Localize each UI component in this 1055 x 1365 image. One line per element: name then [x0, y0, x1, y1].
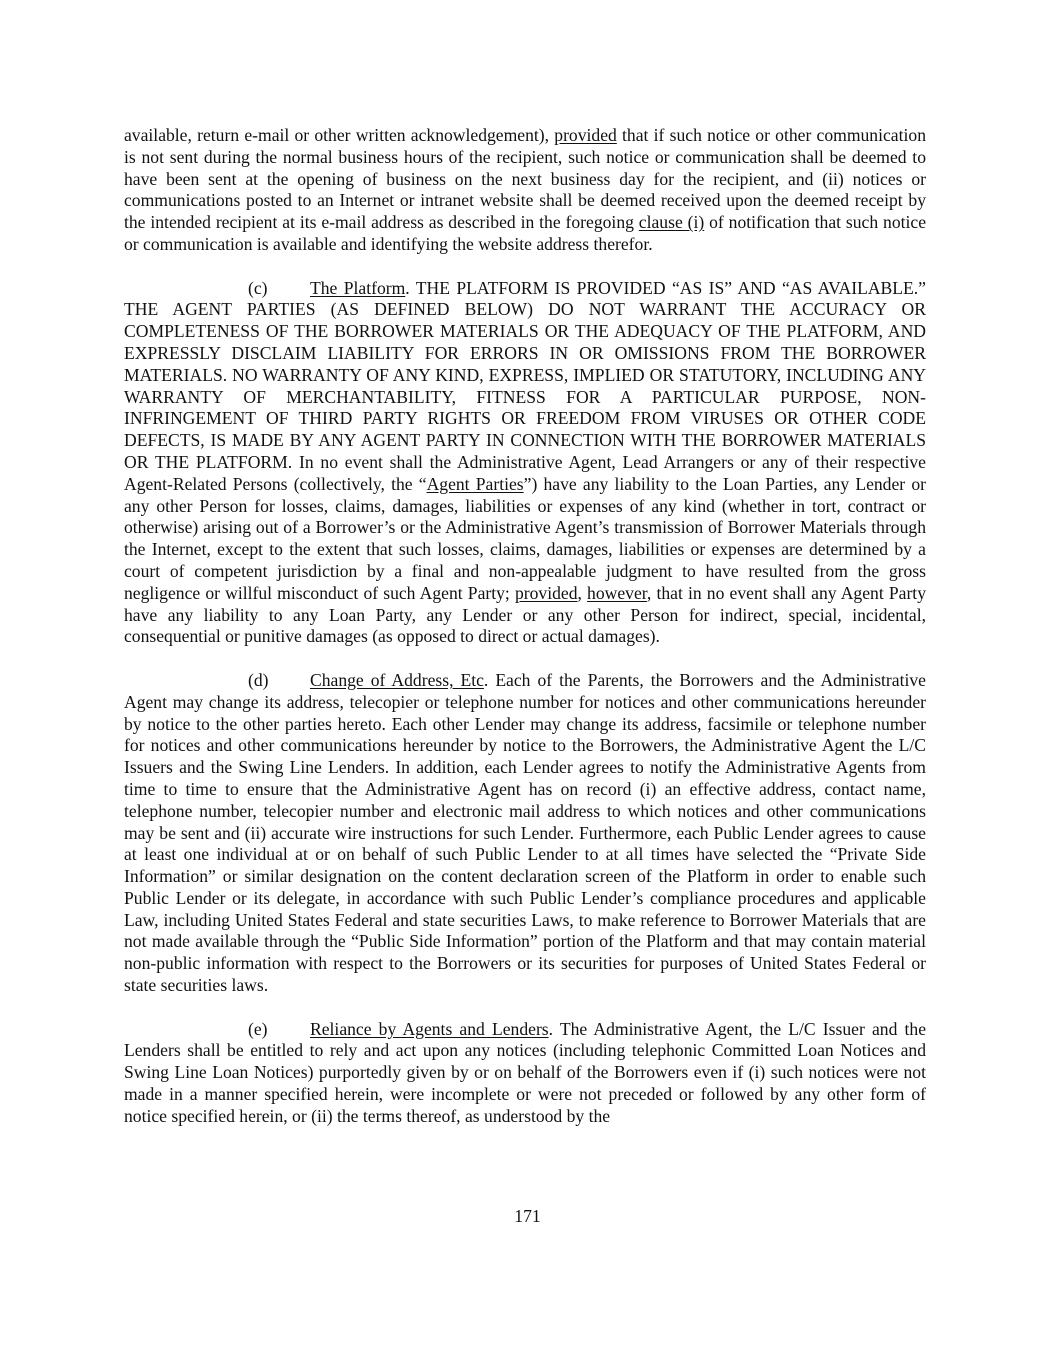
section-c-label: (c)	[248, 277, 268, 298]
section-c-platform	[124, 278, 926, 649]
provided-term: provided	[554, 125, 617, 145]
section-e-reliance	[124, 1019, 926, 1128]
section-e-text-1: . The Administrative Agent, the L/C Issuer and the Lenders shall be entitled to rely and act upon any notices (including telephonic Committed Loan Notices and Swing Line Loan Notices) purportedly given by or on behalf of the Borrowers even if (i) such notices were not made in a manner specified herein, were incomplete or were not preceded or followed by any other form of notice specified herein, or (ii) the terms thereof, as understood by the	[124, 1018, 927, 1126]
section-c-heading: The Platform	[310, 277, 406, 298]
intro-text-1: available, return e-mail or other written acknowledgement),	[124, 125, 555, 145]
section-d-label: (d)	[248, 669, 269, 690]
section-e-heading: Reliance by Agents and Lenders	[310, 1018, 549, 1039]
section-c-text-4: , that in no event shall any Agent Party have any liability to any Loan Party, any Lender or any other Person for indirect, special, incidental, consequential or punitive damages (as opposed to direct or actual damages).	[124, 582, 926, 647]
document-page	[124, 125, 926, 1149]
provided-term: provided	[514, 582, 578, 603]
paragraph-intro	[124, 125, 926, 256]
clause-i-reference: clause (i)	[638, 212, 705, 233]
section-d-change-of-address	[124, 670, 926, 997]
however-term: however	[587, 582, 647, 603]
section-c-text-3: ,	[577, 582, 588, 603]
section-d-text-1: . Each of the Parents, the Borrowers and the Administrative Agent may change its address, telecopier or telephone number for notices and other communications hereunder by notice to the other parties hereto. Each other Lender may change its address, facsimile or telephone number for notices and other communications hereunder by notice to the Borrowers, the Administrative Agent the L/C Issuers and the Swing Line Lenders. In addition, each Lender agrees to notify the Administrative Agents from time to time to ensure that the Administrative Agent has on record (i) an effective address, contact name, telephone number, telecopier number and electronic mail address to which notices and other communications may be sent and (ii) accurate wire instructions for such Lender. Furthermore, each Public Lender agrees to cause at least one individual at or on behalf of such Public Lender to at all times have selected the “Private Side Information” or similar designation on the content declaration screen of the Platform in order to enable such Public Lender or its delegate, in accordance with such Public Lender’s compliance procedures and applicable Law, including United States Federal and state securities Laws, to make reference to Borrower Materials that are not made available through the “Public Side Information” portion of the Platform and that may contain material non-public information with respect to the Borrowers or its securities for purposes of United States Federal or state securities laws.	[124, 669, 926, 996]
page-number: 171	[514, 1206, 541, 1226]
section-e-label: (e)	[248, 1018, 268, 1039]
section-c-text-1: . THE PLATFORM IS PROVIDED “AS IS” AND “AS AVAILABLE.” THE AGENT PARTIES (AS DEFINED BELOW) DO NOT WARRANT THE ACCURACY OR COMPLETENESS OF THE BORROWER MATERIALS OR THE ADEQUACY OF THE PLATFORM, AND EXPRESSLY DISCLAIM LIABILITY FOR ERRORS IN OR OMISSIONS FROM THE BORROWER MATERIALS. NO WARRANTY OF ANY KIND, EXPRESS, IMPLIED OR STATUTORY, INCLUDING ANY WARRANTY OF MERCHANTABILITY, FITNESS FOR A PARTICULAR PURPOSE, NON-INFRINGEMENT OF THIRD PARTY RIGHTS OR FREEDOM FROM VIRUSES OR OTHER CODE DEFECTS, IS MADE BY ANY AGENT PARTY IN CONNECTION WITH THE BORROWER MATERIALS OR THE PLATFORM. In no event shall the Administrative Agent, Lead Arrangers or any of their respective Agent-Related Persons (collectively, the “	[124, 277, 926, 494]
intro-text-3: of notification that such notice or communication is available and identifying the website address therefor.	[124, 212, 927, 254]
section-c-text-2: ”) have any liability to the Loan Parties, any Lender or any other Person for losses, claims, damages, liabilities or expenses of any kind (whether in tort, contract or otherwise) arising out of a Borrower’s or the Administrative Agent’s transmission of Borrower Materials through the Internet, except to the extent that such losses, claims, damages, liabilities or expenses are determined by a court of competent jurisdiction by a final and non-appealable judgment to have resulted from the gross negligence or willful misconduct of such Agent Party;	[124, 473, 926, 603]
intro-text-2: that if such notice or other communication is not sent during the normal business hours of the recipient, such notice or communication shall be deemed to have been sent at the opening of business on the next business day for the recipient, and (ii) notices or communications posted to an Internet or intranet website shall be deemed received upon the deemed receipt by the intended recipient at its e-mail address as described in the foregoing	[124, 125, 926, 233]
section-d-heading: Change of Address, Etc	[310, 669, 484, 690]
agent-parties-term: Agent Parties	[426, 473, 524, 494]
